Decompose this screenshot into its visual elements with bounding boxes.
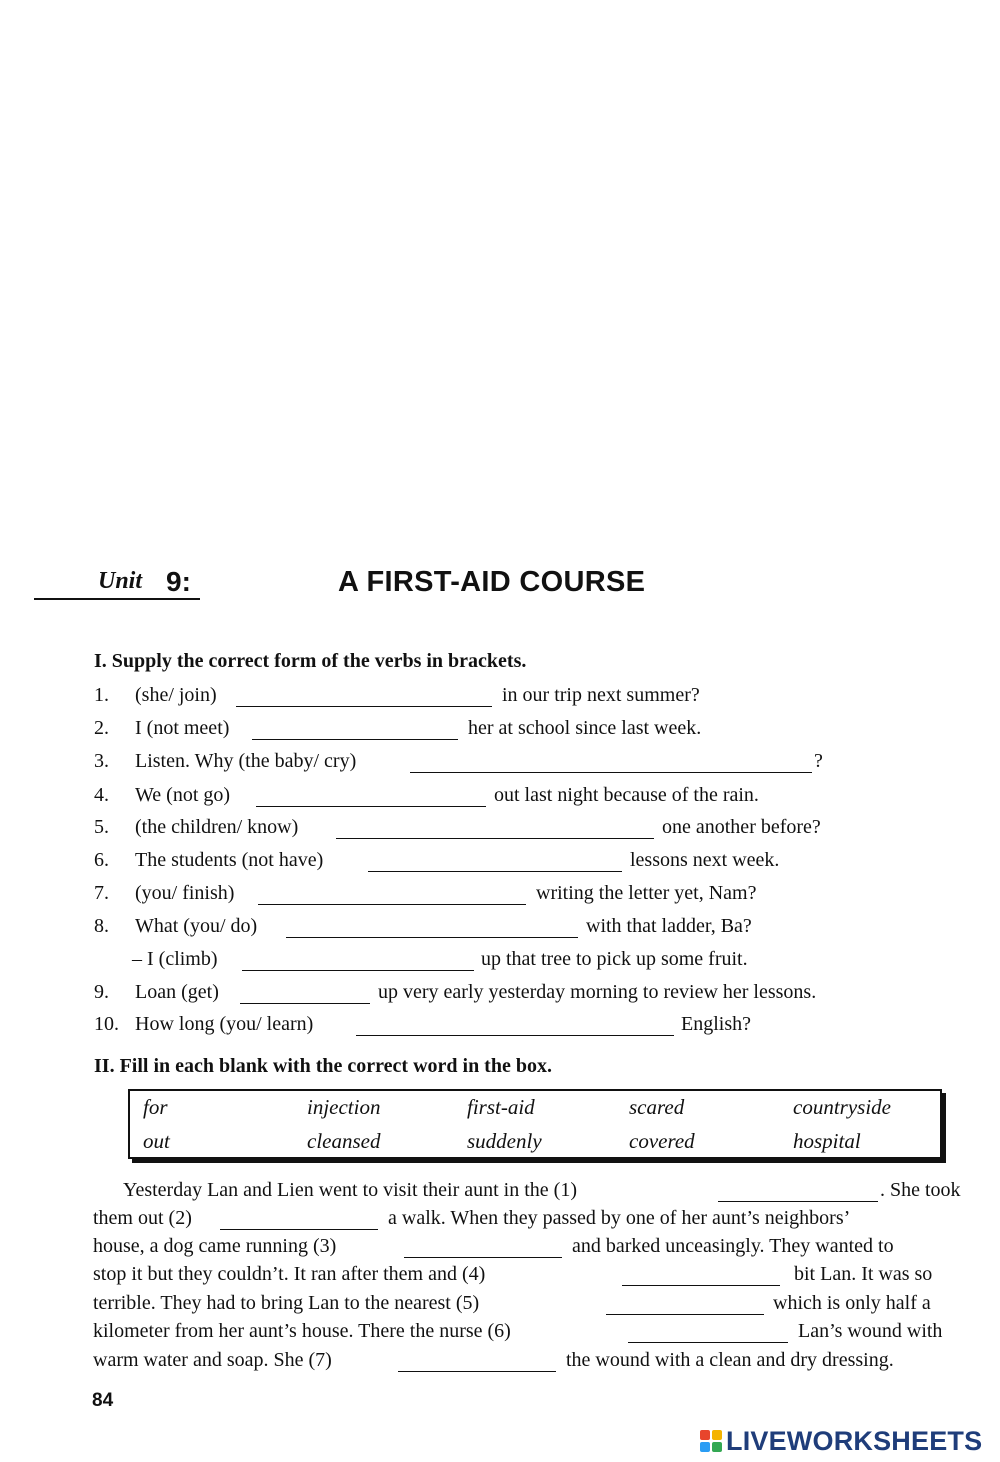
passage-blank-5[interactable]	[606, 1314, 764, 1315]
unit-number: 9:	[166, 566, 191, 597]
question-number: 6.	[94, 849, 109, 871]
passage-text: them out (2)	[93, 1207, 192, 1229]
question-prompt: (she/ join)	[135, 684, 217, 706]
word-bank-item: suddenly	[467, 1129, 542, 1153]
question-number: 2.	[94, 717, 109, 739]
question-rest: in our trip next summer?	[502, 684, 700, 706]
answer-blank-6[interactable]	[368, 871, 622, 872]
question-prompt: (you/ finish)	[135, 882, 235, 904]
passage-blank-3[interactable]	[404, 1257, 562, 1258]
question-number: 1.	[94, 684, 109, 706]
word-bank-item: covered	[629, 1129, 695, 1153]
question-prompt: – I (climb)	[132, 948, 218, 970]
passage-text: the wound with a clean and dry dressing.	[566, 1349, 894, 1371]
question-number: 8.	[94, 915, 109, 937]
question-prompt: What (you/ do)	[135, 915, 258, 937]
answer-blank-10[interactable]	[356, 1035, 674, 1036]
answer-blank-5[interactable]	[336, 838, 654, 839]
page-number: 84	[92, 1390, 114, 1411]
passage-blank-6[interactable]	[628, 1342, 788, 1343]
word-bank-item: cleansed	[307, 1129, 381, 1153]
word-bank-item: out	[143, 1129, 170, 1153]
passage-blank-7[interactable]	[398, 1371, 556, 1372]
passage-blank-1[interactable]	[718, 1201, 878, 1202]
answer-blank-3[interactable]	[410, 772, 812, 773]
question-rest: lessons next week.	[630, 849, 780, 871]
brand-text: LIVEWORKSHEETS	[726, 1425, 983, 1456]
page-title: A FIRST-AID COURSE	[338, 566, 646, 598]
answer-blank-1[interactable]	[236, 706, 492, 707]
section-1-heading: I. Supply the correct form of the verbs in brackets.	[94, 650, 527, 672]
liveworksheets-brand[interactable]	[700, 1425, 983, 1456]
question-number: 4.	[94, 784, 109, 806]
question-rest: English?	[681, 1013, 751, 1035]
question-rest: out last night because of the rain.	[494, 784, 759, 806]
passage-text: kilometer from her aunt’s house. There the nurse (6)	[93, 1320, 511, 1342]
section-2-heading: II. Fill in each blank with the correct word in the box.	[94, 1055, 552, 1077]
question-rest: her at school since last week.	[468, 717, 702, 739]
passage-text: which is only half a	[773, 1292, 931, 1314]
passage-text: and barked unceasingly. They wanted to	[572, 1235, 894, 1257]
question-prompt: I (not meet)	[135, 717, 230, 739]
answer-blank-8b[interactable]	[242, 970, 474, 971]
word-bank-item: injection	[307, 1095, 381, 1119]
question-prompt: The students (not have)	[135, 849, 324, 871]
question-rest: up that tree to pick up some fruit.	[481, 948, 748, 970]
answer-blank-7[interactable]	[258, 904, 526, 905]
question-number: 10.	[94, 1013, 119, 1035]
passage-text: house, a dog came running (3)	[93, 1235, 337, 1257]
passage-text: Lan’s wound with	[798, 1320, 943, 1342]
question-rest: ?	[814, 750, 823, 772]
passage-blank-4[interactable]	[622, 1285, 780, 1286]
question-prompt: We (not go)	[135, 784, 231, 806]
answer-blank-8[interactable]	[286, 937, 578, 938]
passage-text: a walk. When they passed by one of her aunt’s neighbors’	[388, 1207, 851, 1229]
passage-text: Yesterday Lan and Lien went to visit their aunt in the (1)	[123, 1179, 577, 1201]
liveworksheets-logo-icon	[700, 1430, 722, 1452]
answer-blank-9[interactable]	[240, 1003, 370, 1004]
question-number: 5.	[94, 816, 109, 838]
answer-blank-4[interactable]	[256, 806, 486, 807]
answer-blank-2[interactable]	[252, 739, 458, 740]
question-prompt: Loan (get)	[135, 981, 219, 1003]
question-number: 3.	[94, 750, 109, 772]
word-bank-item: countryside	[793, 1095, 891, 1119]
unit-underline	[34, 598, 200, 600]
question-prompt: (the children/ know)	[135, 816, 299, 838]
word-bank-item: scared	[629, 1095, 685, 1119]
word-bank-item: first-aid	[467, 1095, 535, 1119]
question-number: 9.	[94, 981, 109, 1003]
word-bank-item: for	[143, 1095, 168, 1119]
passage-text: bit Lan. It was so	[794, 1263, 933, 1285]
question-number: 7.	[94, 882, 109, 904]
question-rest: up very early yesterday morning to review her lessons.	[378, 981, 817, 1003]
question-prompt: How long (you/ learn)	[135, 1013, 314, 1035]
word-bank-item: hospital	[793, 1129, 861, 1153]
passage-blank-2[interactable]	[220, 1229, 378, 1230]
question-prompt: Listen. Why (the baby/ cry)	[135, 750, 357, 772]
passage-text: . She took	[880, 1179, 961, 1201]
passage-text: stop it but they couldn’t. It ran after them and (4)	[93, 1263, 486, 1285]
unit-label: Unit	[98, 568, 143, 594]
question-rest: with that ladder, Ba?	[586, 915, 752, 937]
passage-text: warm water and soap. She (7)	[93, 1349, 332, 1371]
question-rest: one another before?	[662, 816, 821, 838]
question-rest: writing the letter yet, Nam?	[536, 882, 757, 904]
passage-text: terrible. They had to bring Lan to the nearest (5)	[93, 1292, 480, 1314]
